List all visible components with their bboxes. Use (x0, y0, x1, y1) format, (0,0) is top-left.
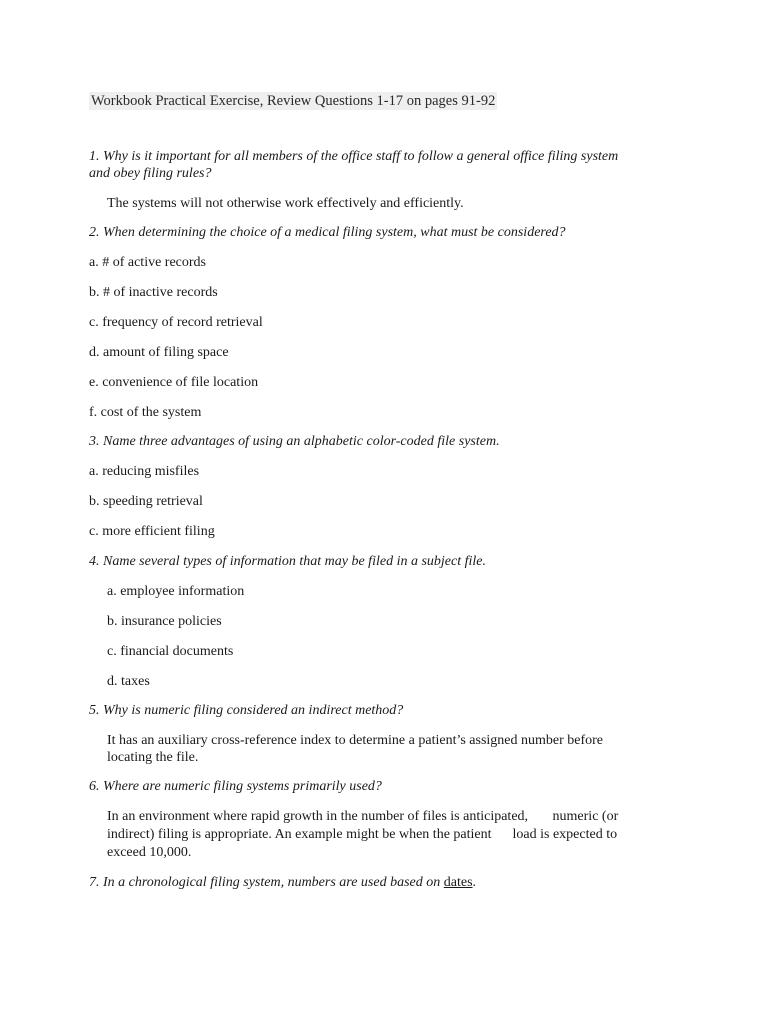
answer-2-item: e. convenience of file location (89, 375, 259, 390)
question-7-answer: dates (443, 875, 473, 890)
answer-2-item: a. # of active records (89, 255, 206, 270)
answer-5-line-2: locating the file. (107, 750, 199, 765)
question-5: 5. Why is numeric filing considered an indirect method? (89, 703, 404, 718)
question-7-period: . (472, 875, 477, 890)
answer-4-item: d. taxes (107, 674, 150, 689)
answer-4-item: b. insurance policies (107, 614, 222, 629)
document-heading: Workbook Practical Exercise, Review Questions 1-17 on pages 91-92 (91, 93, 496, 109)
answer-4-item: c. financial documents (107, 644, 234, 659)
answer-6-line-2: indirect) filing is appropriate. An example might be when the patient load is expected to (107, 827, 618, 842)
question-4: 4. Name several types of information that may be filed in a subject file. (89, 554, 486, 569)
question-1-line-1: 1. Why is it important for all members of the office staff to follow a general office filing system (89, 149, 619, 164)
question-1-line-2: and obey filing rules? (89, 166, 212, 181)
answer-3-item: b. speeding retrieval (89, 494, 203, 509)
answer-6-line-1: In an environment where rapid growth in the number of files is anticipated, numeric (or (107, 809, 619, 824)
answer-2-item: b. # of inactive records (89, 285, 218, 300)
answer-2-item: f. cost of the system (89, 405, 202, 420)
question-6: 6. Where are numeric filing systems primarily used? (89, 779, 382, 794)
answer-3-item: a. reducing misfiles (89, 464, 200, 479)
answer-5-line-1: It has an auxiliary cross-reference index to determine a patient’s assigned number before (107, 733, 604, 748)
question-7 (89, 874, 689, 891)
answer-3-item: c. more efficient filing (89, 524, 215, 539)
answer-6-line-3: exceed 10,000. (107, 845, 192, 860)
answer-4-item: a. employee information (107, 584, 245, 599)
answer-2-item: d. amount of filing space (89, 345, 229, 360)
answer-2-item: c. frequency of record retrieval (89, 315, 263, 330)
question-3: 3. Name three advantages of using an alphabetic color-coded file system. (89, 434, 500, 449)
question-2: 2. When determining the choice of a medical filing system, what must be considered? (89, 225, 566, 240)
answer-1: The systems will not otherwise work effectively and efficiently. (107, 196, 464, 211)
question-7-text: 7. In a chronological filing system, numbers are used based on (89, 875, 444, 890)
